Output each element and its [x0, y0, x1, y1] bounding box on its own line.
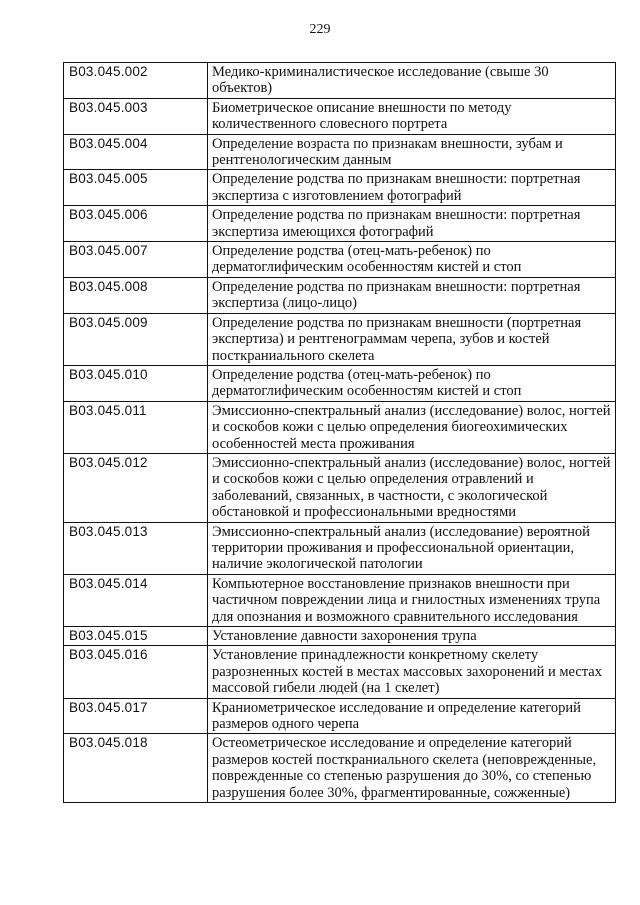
row-code: В03.045.007 — [64, 242, 208, 278]
row-description: Компьютерное восстановление признаков внешности при частичном повреждении лица и гнилостных изменениях трупа для опознания и возможного сравнительного исследования — [208, 574, 616, 626]
row-code: В03.045.005 — [64, 170, 208, 206]
row-description: Определение родства по признакам внешности: портретная экспертиза (лицо-лицо) — [208, 277, 616, 313]
table-row — [64, 627, 616, 646]
row-description: Эмиссионно-спектральный анализ (исследование) волос, ногтей и соскобов кожи с целью определения отравлений и заболеваний, связанных, в частности, с экологической обстановкой и профессиональными вредностями — [208, 453, 616, 522]
row-code: В03.045.006 — [64, 206, 208, 242]
row-code: В03.045.016 — [64, 646, 208, 698]
row-code: В03.045.018 — [64, 734, 208, 803]
row-description: Определение возраста по признакам внешности, зубам и рентгенологическим данным — [208, 134, 616, 170]
row-description: Определение родства по признакам внешности (портретная экспертиза) и рентгенограммам черепа, зубов и костей посткраниального скелета — [208, 313, 616, 365]
row-code: В03.045.009 — [64, 313, 208, 365]
table-row — [64, 401, 616, 453]
row-description: Краниометрическое исследование и определение категорий размеров одного черепа — [208, 698, 616, 734]
table-row — [64, 734, 616, 803]
row-description: Установление принадлежности конкретному скелету разрозненных костей в местах массовых захоронений и местах массовой гибели людей (на 1 скелет) — [208, 646, 616, 698]
table-row — [64, 698, 616, 734]
table-row — [64, 522, 616, 574]
row-code: В03.045.011 — [64, 401, 208, 453]
table-body — [64, 63, 616, 803]
row-code: В03.045.010 — [64, 365, 208, 401]
table-row — [64, 63, 616, 99]
page-number: 229 — [309, 22, 331, 37]
table-row — [64, 365, 616, 401]
row-code: В03.045.002 — [64, 63, 208, 99]
row-description: Эмиссионно-спектральный анализ (исследование) волос, ногтей и соскобов кожи с целью определения биогеохимических особенностей места проживания — [208, 401, 616, 453]
row-code: В03.045.003 — [64, 98, 208, 134]
table-row — [64, 98, 616, 134]
table-row — [64, 170, 616, 206]
row-code: В03.045.008 — [64, 277, 208, 313]
table-row — [64, 134, 616, 170]
row-description: Эмиссионно-спектральный анализ (исследование) вероятной территории проживания и профессиональной ориентации, наличие экологической патологии — [208, 522, 616, 574]
row-description: Медико-криминалистическое исследование (свыше 30 объектов) — [208, 63, 616, 99]
row-code: В03.045.012 — [64, 453, 208, 522]
row-code: В03.045.014 — [64, 574, 208, 626]
row-description: Определение родства (отец-мать-ребенок) по дерматоглифическим особенностям кистей и стоп — [208, 242, 616, 278]
row-description: Биометрическое описание внешности по методу количественного словесного портрета — [208, 98, 616, 134]
row-code: В03.045.015 — [64, 627, 208, 646]
table-row — [64, 277, 616, 313]
table-row — [64, 574, 616, 626]
row-description: Определение родства (отец-мать-ребенок) по дерматоглифическим особенностям кистей и стоп — [208, 365, 616, 401]
row-code: В03.045.013 — [64, 522, 208, 574]
service-codes-table — [63, 62, 616, 803]
table-row — [64, 646, 616, 698]
row-code: В03.045.004 — [64, 134, 208, 170]
table-row — [64, 242, 616, 278]
row-description: Определение родства по признакам внешности: портретная экспертиза с изготовлением фотографий — [208, 170, 616, 206]
table-row — [64, 453, 616, 522]
row-description: Определение родства по признакам внешности: портретная экспертиза имеющихся фотографий — [208, 206, 616, 242]
row-description: Установление давности захоронения трупа — [208, 627, 616, 646]
row-description: Остеометрическое исследование и определение категорий размеров костей посткраниального скелета (неповрежденные, поврежденные со степенью разрушения до 30%, со степенью разрушения более 30%, фрагментированные, сожженные) — [208, 734, 616, 803]
row-code: В03.045.017 — [64, 698, 208, 734]
table-row — [64, 206, 616, 242]
table-row — [64, 313, 616, 365]
